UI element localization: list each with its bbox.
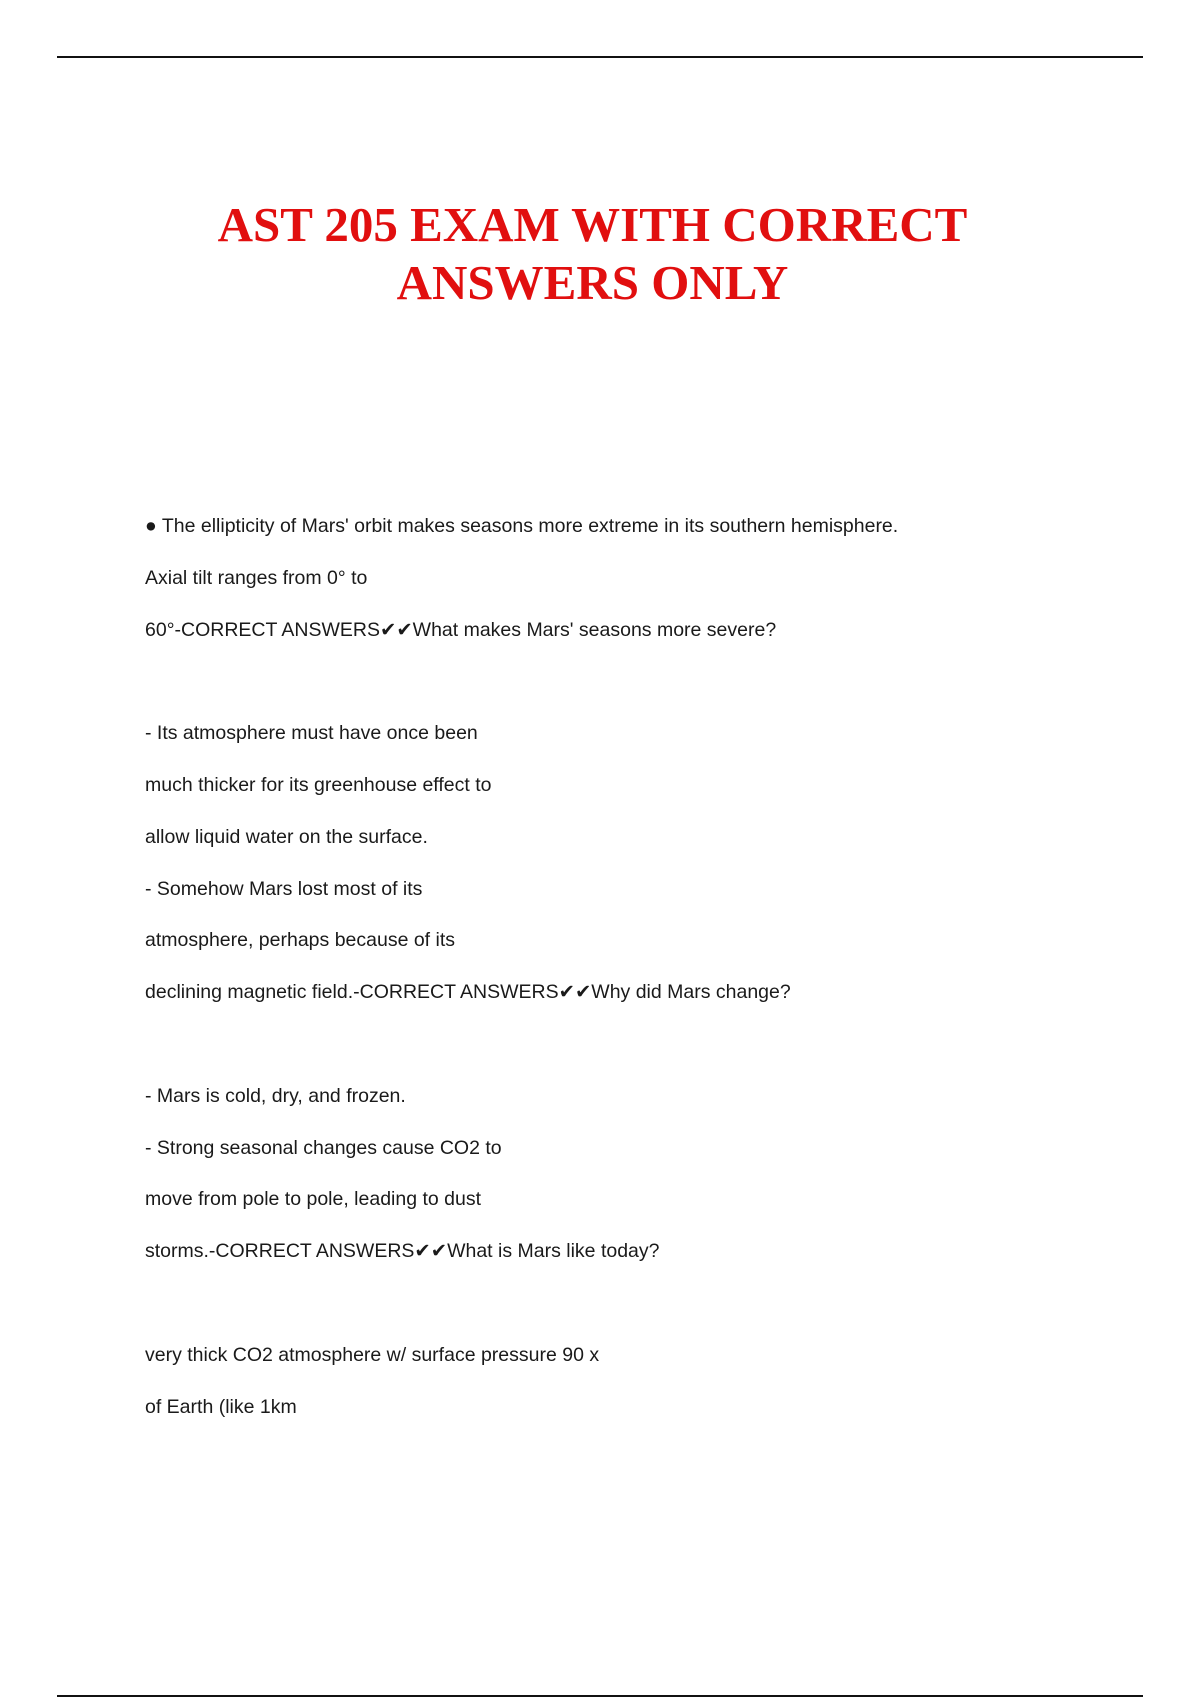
paragraph-gap — [145, 1027, 1145, 1079]
body-line: ● The ellipticity of Mars' orbit makes seasons more extreme in its southern hemisphere. — [145, 515, 899, 537]
paragraph-gap — [145, 664, 1145, 716]
top-divider — [57, 56, 1143, 58]
body-line: of Earth (like 1km — [145, 1395, 297, 1418]
document-title — [0, 196, 1185, 312]
body-line: 60°-CORRECT ANSWERS✔✔What makes Mars' seasons more severe? — [145, 618, 777, 641]
body-line: - Somehow Mars lost most of its — [145, 877, 423, 900]
body-line: Axial tilt ranges from 0° to — [145, 566, 368, 589]
title-line-2: ANSWERS ONLY — [396, 255, 789, 310]
paragraph-gap — [145, 1286, 1145, 1338]
body-line: - Its atmosphere must have once been — [145, 722, 478, 745]
body-line: much thicker for its greenhouse effect to — [145, 773, 492, 796]
body-line: allow liquid water on the surface. — [145, 825, 428, 848]
body-line: declining magnetic field.-CORRECT ANSWERS✔✔Why did Mars change? — [145, 981, 791, 1004]
document-body — [145, 509, 1145, 1441]
body-line: - Mars is cold, dry, and frozen. — [145, 1084, 406, 1107]
body-line: move from pole to pole, leading to dust — [145, 1188, 482, 1211]
body-line: atmosphere, perhaps because of its — [145, 929, 456, 952]
body-line: storms.-CORRECT ANSWERS✔✔What is Mars like today? — [145, 1240, 660, 1263]
body-line: - Strong seasonal changes cause CO2 to — [145, 1136, 502, 1159]
bottom-divider — [57, 1695, 1143, 1697]
title-line-1: AST 205 EXAM WITH CORRECT — [217, 197, 968, 252]
body-line: very thick CO2 atmosphere w/ surface pressure 90 x — [145, 1343, 600, 1366]
